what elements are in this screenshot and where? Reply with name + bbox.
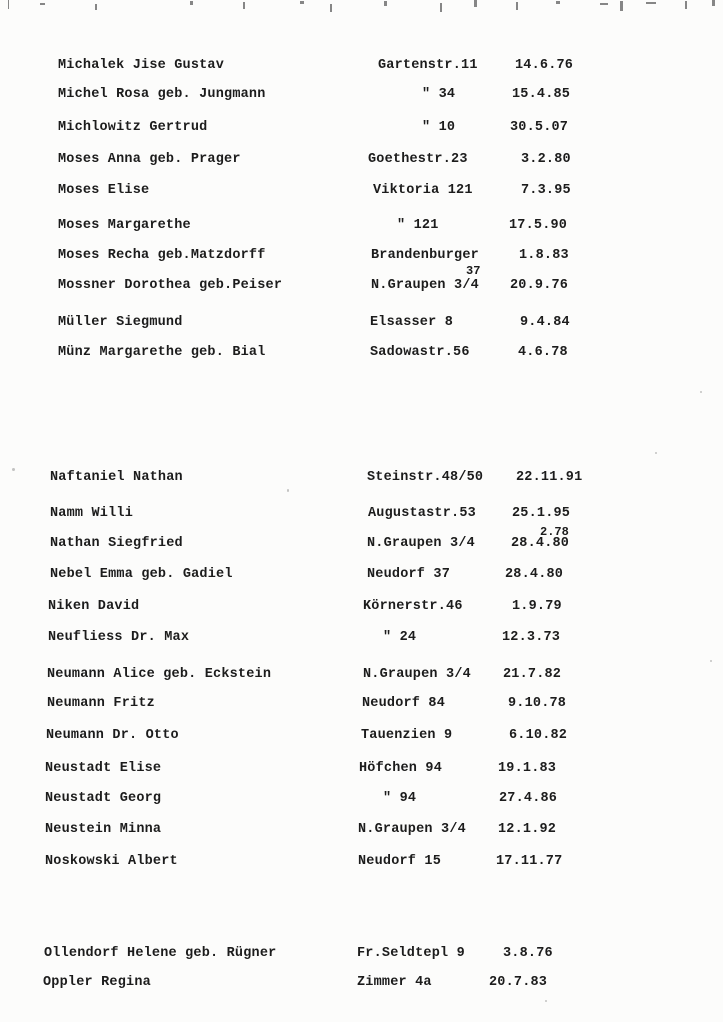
person-name: Münz Margarethe geb. Bial: [58, 345, 266, 360]
person-name: Müller Siegmund: [58, 315, 183, 330]
list-item: [0, 664, 723, 686]
address: Sadowastr.56: [370, 345, 470, 360]
paper-speck: [710, 660, 712, 662]
birth-date: 1.8.83: [519, 248, 569, 263]
person-name: Moses Recha geb.Matzdorff: [58, 248, 266, 263]
list-item: [0, 312, 723, 334]
list-item: [0, 725, 723, 747]
address: N.Graupen 3/4: [363, 667, 471, 682]
list-item: [0, 851, 723, 873]
address: Brandenburger: [371, 248, 479, 263]
list-item: [0, 564, 723, 586]
address: Zimmer 4a: [357, 975, 432, 990]
address: Neudorf 37: [367, 567, 451, 582]
person-name: Moses Elise: [58, 183, 150, 198]
list-item: [0, 342, 723, 364]
birth-date: 12.3.73: [502, 630, 561, 645]
person-name: Ollendorf Helene geb. Rügner: [44, 946, 277, 961]
person-name: Michlowitz Gertrud: [58, 120, 208, 135]
person-name: Neustadt Elise: [45, 761, 162, 776]
birth-date: 9.4.84: [520, 315, 570, 330]
birth-date: 6.10.82: [509, 728, 568, 743]
person-name: Neufliess Dr. Max: [48, 630, 190, 645]
birth-date: 30.5.07: [510, 120, 569, 135]
person-name: Neustein Minna: [45, 822, 162, 837]
address: Körnerstr.46: [363, 599, 463, 614]
address: Fr.Seldtepl 9: [357, 946, 465, 961]
list-item: [0, 819, 723, 841]
paper-speck: [12, 468, 15, 471]
page-top-edge-marks: [0, 0, 723, 20]
list-item: [0, 117, 723, 139]
person-name: Nathan Siegfried: [50, 536, 183, 551]
address: Goethestr.23: [368, 152, 468, 167]
address: " 121: [397, 218, 439, 233]
list-item: [0, 275, 723, 297]
list-item: [0, 596, 723, 618]
address: " 24: [383, 630, 417, 645]
birth-date: 19.1.83: [498, 761, 557, 776]
person-name: Naftaniel Nathan: [50, 470, 183, 485]
birth-date: 1.9.79: [512, 599, 562, 614]
paper-speck: [287, 489, 289, 492]
address: Gartenstr.11: [378, 58, 478, 73]
birth-date: 21.7.82: [503, 667, 562, 682]
address: Neudorf 84: [362, 696, 446, 711]
birth-date: 17.5.90: [509, 218, 568, 233]
address: Viktoria 121: [373, 183, 473, 198]
list-item: [0, 627, 723, 649]
address: Steinstr.48/50: [367, 470, 484, 485]
birth-date: 9.10.78: [508, 696, 567, 711]
address: Tauenzien 9: [361, 728, 453, 743]
address: " 34: [422, 87, 456, 102]
address: N.Graupen 3/4: [371, 278, 479, 293]
birth-date: 7.3.95: [521, 183, 571, 198]
list-item: [0, 503, 723, 525]
list-item: [0, 788, 723, 810]
address: Augustastr.53: [368, 506, 476, 521]
birth-date: 4.6.78: [518, 345, 568, 360]
person-name: Oppler Regina: [43, 975, 151, 990]
person-name: Moses Anna geb. Prager: [58, 152, 241, 167]
list-item: [0, 245, 723, 267]
person-name: Nebel Emma geb. Gadiel: [50, 567, 233, 582]
birth-date: 3.2.80: [521, 152, 571, 167]
brandenburger-number-note: 37: [466, 264, 481, 278]
birth-date: 28.4.80: [511, 536, 570, 551]
person-name: Michalek Jise Gustav: [58, 58, 225, 73]
list-item: [0, 758, 723, 780]
person-name: Mossner Dorothea geb.Peiser: [58, 278, 283, 293]
paper-speck: [655, 452, 657, 454]
address: Höfchen 94: [359, 761, 443, 776]
birth-date: 20.7.83: [489, 975, 548, 990]
person-name: Neumann Dr. Otto: [46, 728, 179, 743]
person-name: Michel Rosa geb. Jungmann: [58, 87, 266, 102]
paper-speck: [545, 1000, 547, 1002]
list-item: [0, 180, 723, 202]
paper-speck: [700, 391, 702, 393]
person-name: Moses Margarethe: [58, 218, 191, 233]
address: N.Graupen 3/4: [367, 536, 475, 551]
list-item: [0, 972, 723, 994]
birth-date: 22.11.91: [516, 470, 583, 485]
birth-date: 14.6.76: [515, 58, 574, 73]
person-name: Neustadt Georg: [45, 791, 162, 806]
birth-date: 25.1.95: [512, 506, 571, 521]
list-item: [0, 55, 723, 77]
address: " 94: [383, 791, 417, 806]
list-item: [0, 693, 723, 715]
birth-date: 20.9.76: [510, 278, 569, 293]
birth-date: 3.8.76: [503, 946, 553, 961]
date-correction-note: 2.78: [540, 525, 569, 539]
person-name: Neumann Alice geb. Eckstein: [47, 667, 272, 682]
address: N.Graupen 3/4: [358, 822, 466, 837]
list-item: [0, 533, 723, 555]
address: Neudorf 15: [358, 854, 442, 869]
birth-date: 12.1.92: [498, 822, 557, 837]
address: " 10: [422, 120, 456, 135]
person-name: Noskowski Albert: [45, 854, 178, 869]
list-item: [0, 84, 723, 106]
list-item: [0, 467, 723, 489]
list-item: [0, 215, 723, 237]
person-name: Niken David: [48, 599, 140, 614]
person-name: Neumann Fritz: [47, 696, 155, 711]
list-item: [0, 943, 723, 965]
birth-date: 15.4.85: [512, 87, 571, 102]
person-name: Namm Willi: [50, 506, 134, 521]
birth-date: 28.4.80: [505, 567, 564, 582]
birth-date: 27.4.86: [499, 791, 558, 806]
list-item: [0, 149, 723, 171]
birth-date: 17.11.77: [496, 854, 563, 869]
address: Elsasser 8: [370, 315, 454, 330]
